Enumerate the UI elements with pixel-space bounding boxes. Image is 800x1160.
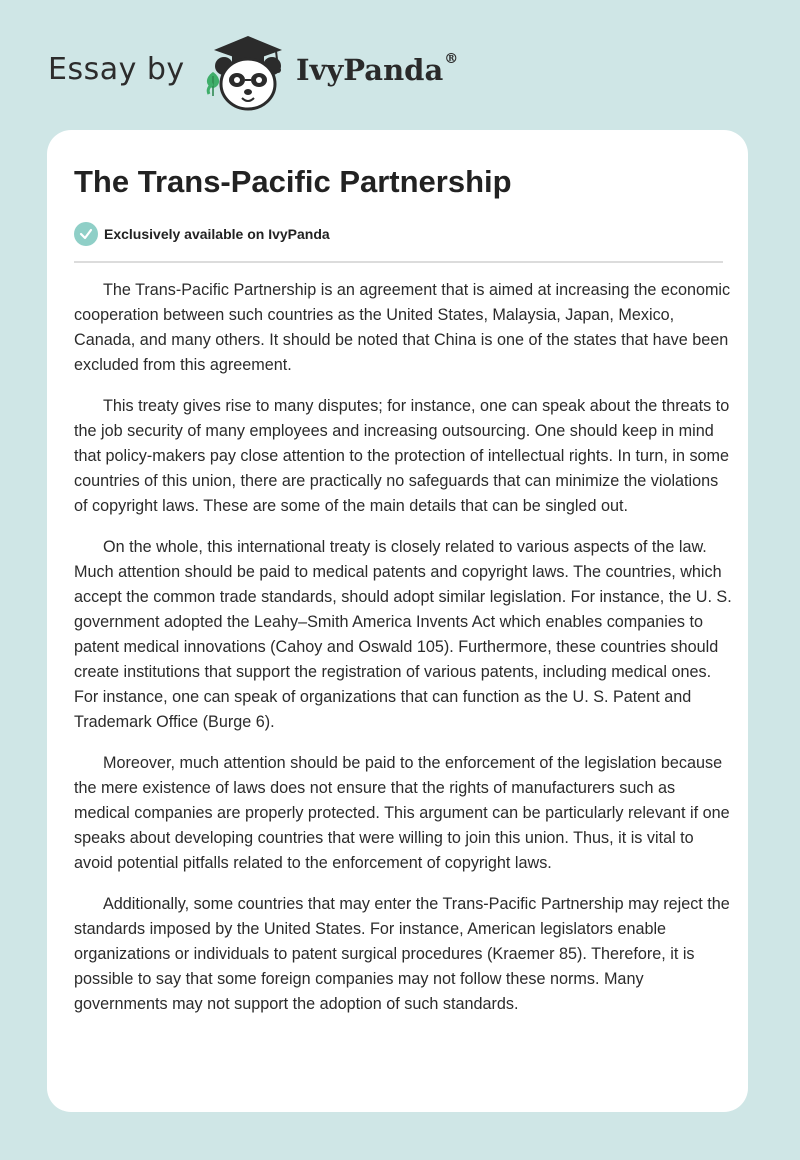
paragraph: This treaty gives rise to many disputes; for instance, one can speak about the threats to the job security of many employees and increasing outsourcing. One should keep in mind that policy-makers pay close attention to the protection of intellectual rights. In turn, in some countries of this union, there are practically no safeguards that can minimize the violations of copyright laws. These are some of the main details that can be singled out. bbox=[74, 397, 730, 515]
page-title: The Trans-Pacific Partnership bbox=[74, 164, 512, 199]
divider bbox=[74, 261, 723, 263]
badge-label: Exclusively available on IvyPanda bbox=[104, 226, 330, 242]
essay-body bbox=[74, 278, 734, 1033]
brand-name bbox=[296, 53, 458, 87]
paragraph: Additionally, some countries that may enter the Trans-Pacific Partnership may reject the standards imposed by the United States. For instance, American legislators enable organizations or individuals to patent surgical procedures (Kraemer 85). Therefore, it is possible to say that some foreign companies may not follow these norms. Many governments may not support the adoption of such standards. bbox=[74, 895, 730, 1013]
paragraph: On the whole, this international treaty is closely related to various aspects of the law. Much attention should be paid to medical patents and copyright laws. The countries, which accept the common trade standards, should adopt similar legislation. For instance, the U. S. government adopted the Leahy–Smith America Invents Act which enables companies to patent medical innovations (Cahoy and Oswald 105). Furthermore, these countries should create institutions that support the registration of various patents, including medical ones. For instance, one can speak of organizations that can function as the U. S. Patent and Trademark Office (Burge 6). bbox=[74, 538, 732, 731]
paragraph: Moreover, much attention should be paid to the enforcement of the legislation because the mere existence of laws does not ensure that the rights of manufacturers such as medical companies are properly protected. This argument can be particularly relevant if one speaks about developing countries that were willing to join this union. Thus, it is vital to avoid potential pitfalls related to the enforcement of copyright laws. bbox=[74, 754, 730, 872]
essay-by-label: Essay by bbox=[48, 52, 185, 87]
paragraph: The Trans-Pacific Partnership is an agreement that is aimed at increasing the economic cooperation between such countries as the United States, Malaysia, Japan, Mexico, Canada, and many others. It should be noted that China is one of the states that have been excluded from this agreement. bbox=[74, 281, 731, 374]
site-header bbox=[48, 34, 748, 114]
essay-card bbox=[47, 130, 748, 1112]
panda-graduate-icon bbox=[206, 34, 290, 112]
check-icon bbox=[74, 222, 98, 246]
registered-mark: ® bbox=[444, 51, 459, 67]
brand-label: IvyPanda bbox=[296, 53, 444, 87]
exclusive-badge bbox=[74, 221, 330, 247]
